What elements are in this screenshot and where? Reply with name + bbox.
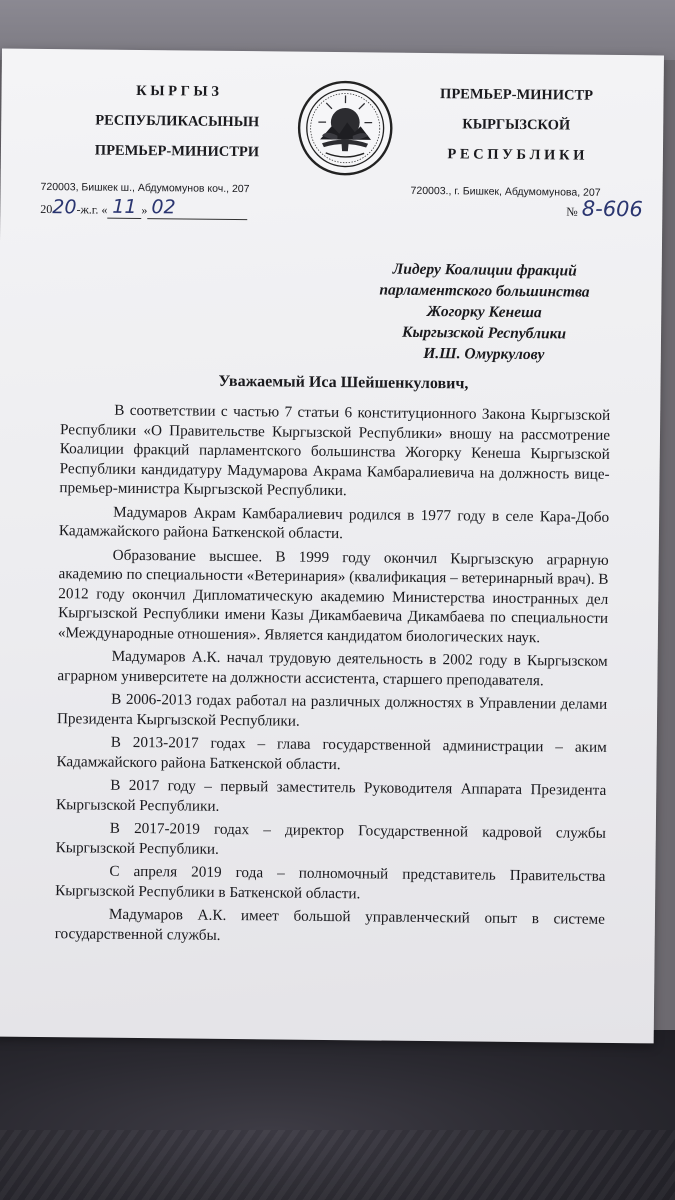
address-kyrgyz: 720003, Бишкек ш., Абдумомунов коч., 207 — [40, 180, 250, 196]
paragraph: В 2017 году – первый заместитель Руководителя Аппарата Президента Кыргызской Республики. — [56, 776, 607, 815]
addressee-block — [359, 258, 610, 366]
letter-page — [0, 49, 664, 1044]
date-line — [40, 195, 247, 220]
paragraph: В 2017-2019 годах – директор Государственной кадровой службы Кыргызской Республики. — [55, 819, 606, 858]
address-russian: 720003., г. Бишкек, Абдумомунова, 207 — [410, 184, 601, 199]
addressee-line-2: парламентского большинства — [379, 281, 590, 301]
paragraph: Мадумаров Акрам Камбаралиевич родился в 1977 году в селе Кара-Добо Кадамжайского района Баткенской области. — [58, 503, 610, 543]
letterhead-russian — [401, 79, 632, 171]
letterhead-right-line-2: КЫРГЫЗСКОЙ — [462, 116, 571, 134]
number-handwritten: 8-606 — [581, 196, 643, 222]
addressee-line-4: Кыргызской Республики — [401, 323, 567, 343]
letterhead-right-line-1: ПРЕМЬЕР-МИНИСТР — [439, 86, 594, 104]
letter-body — [55, 400, 611, 953]
paragraph: С апреля 2019 года – полномочный представитель Правительства Кыргызской Республики в Баткенской области. — [55, 862, 606, 902]
day-handwritten: 11 — [112, 195, 137, 218]
paragraph: В соответствии с частью 7 статьи 6 конституционного Закона Кыргызской Республики «О Правительстве Кыргызской Республики» вношу на рассмотрение Коалиции фракций парламентского большинства Жогорку Кенеша Кыргызской Республики кандидатуру Мадумарова Акрама Камбаралиевича на должность вице-премьер-министра Кыргызской Республики. — [59, 401, 611, 500]
month-field — [147, 196, 247, 220]
paragraph: Мадумаров А.К. начал трудовую деятельность в 2002 году в Кыргызском аграрном университете на должности ассистента, старшего преподавателя. — [57, 647, 608, 689]
day-field — [107, 196, 141, 219]
greeting: Уважаемый Иса Шейшенкулович, — [218, 372, 469, 393]
year-prefix: 20 — [40, 201, 53, 217]
addressee-line-3: Жогорку Кенеша — [426, 302, 542, 322]
day-close: » — [141, 203, 148, 218]
state-emblem-icon — [297, 80, 394, 177]
paragraph: В 2006-2013 годах работал на различных должностях в Управлении делами Президента Кыргызской Республики. — [56, 690, 608, 730]
letterhead-right-line-3: Р Е С П У Б Л И К И — [447, 146, 585, 164]
background-cloth — [0, 1030, 675, 1200]
paragraph: Мадумаров А.К. имеет большой управленческий опыт в системе государственной службы. — [54, 905, 606, 944]
year-suffix: -ж.г. « — [76, 202, 108, 217]
addressee-line-5: И.Ш. Омуркулову — [423, 344, 545, 364]
letterhead-left-line-1: К Ы Р Г Ы З — [136, 82, 220, 100]
paragraph: Образование высшее. В 1999 году окончил Кыргызскую аграрную академию по специальности «Ветеринария» (квалификация – ветеринарный врач). В 2012 году окончил Дипломатическую академию Министерства иностранных дел Кыргызской Республики имени Казы Дикамбаевича Дикамбаева по специальности «Международные отношения». Является кандидатом биологических наук. — [57, 546, 609, 646]
year-handwritten: 20 — [52, 196, 77, 219]
letterhead-left-line-2: РЕСПУБЛИКАСЫНЫН — [95, 112, 260, 131]
registration-number — [566, 196, 643, 221]
paragraph: В 2013-2017 годах – глава государственной администрации – аким Кадамжайского района Баткенской области. — [56, 733, 607, 773]
addressee-line-1: Лидеру Коалиции фракций — [392, 260, 577, 280]
month-handwritten: 02 — [151, 196, 176, 219]
number-label: № — [566, 204, 578, 219]
letterhead-left-line-3: ПРЕМЬЕР-МИНИСТРИ — [94, 142, 260, 161]
letterhead-kyrgyz — [63, 75, 292, 167]
